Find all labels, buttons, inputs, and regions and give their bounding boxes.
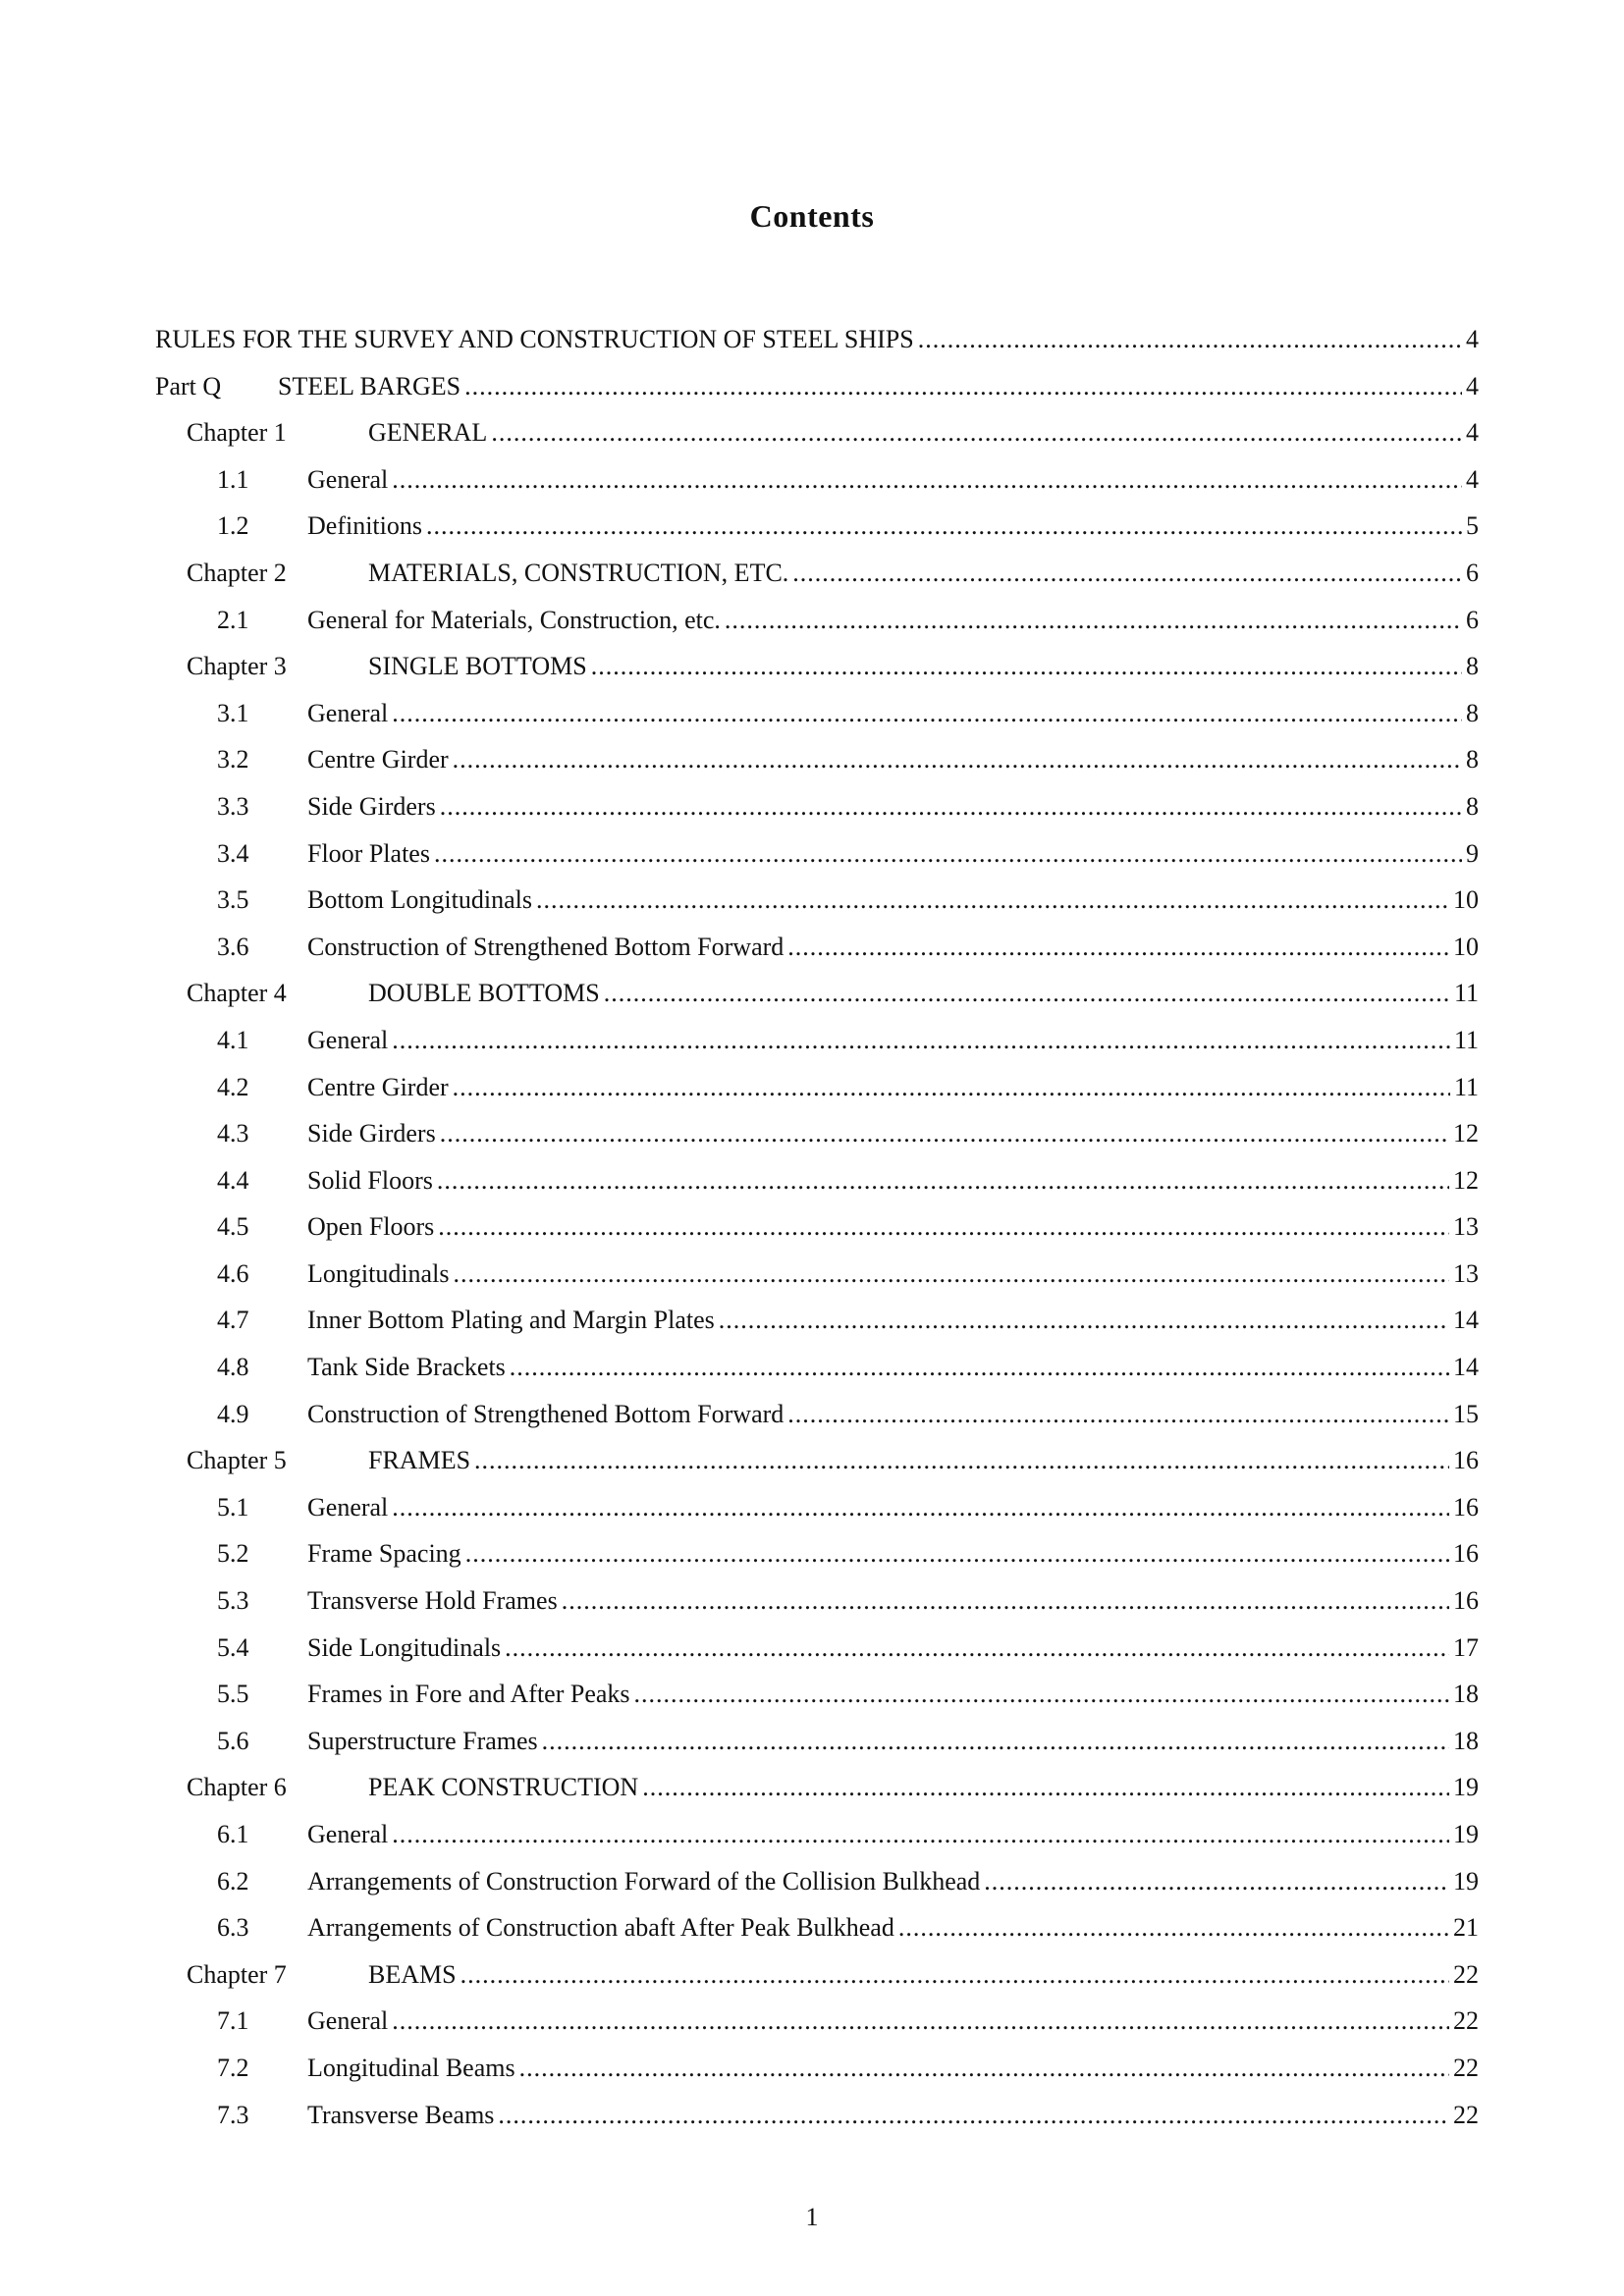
dot-leader bbox=[465, 1530, 1449, 1577]
toc-entry-title: PEAK CONSTRUCTION bbox=[368, 1773, 639, 1802]
toc-entry[interactable] bbox=[155, 1297, 1479, 1344]
toc-entry-number: Chapter 6 bbox=[187, 1773, 287, 1802]
toc-entry-number: 4.7 bbox=[217, 1306, 249, 1335]
dot-leader bbox=[440, 783, 1462, 830]
dot-leader bbox=[642, 1764, 1449, 1811]
toc-entry[interactable] bbox=[155, 1344, 1479, 1391]
toc-entry-number: 4.8 bbox=[217, 1353, 249, 1382]
toc-entry-page: 8 bbox=[1466, 745, 1479, 774]
dot-leader bbox=[392, 1484, 1449, 1531]
toc-entry-number: 4.3 bbox=[217, 1119, 249, 1148]
toc-entry[interactable] bbox=[155, 1625, 1479, 1672]
toc-entry-number: Chapter 1 bbox=[187, 418, 287, 448]
toc-entry[interactable] bbox=[155, 1110, 1479, 1157]
toc-entry-title: Side Girders bbox=[307, 1119, 436, 1148]
toc-entry[interactable] bbox=[155, 1437, 1479, 1484]
toc-entry[interactable] bbox=[155, 877, 1479, 924]
page-number: 1 bbox=[805, 2203, 819, 2231]
dot-leader bbox=[984, 1858, 1449, 1905]
toc-entry-number: 6.2 bbox=[217, 1866, 249, 1896]
dot-leader bbox=[634, 1671, 1449, 1718]
toc-entry-number: 4.1 bbox=[217, 1025, 249, 1054]
dot-leader bbox=[591, 643, 1462, 690]
toc-entry-number: 3.1 bbox=[217, 698, 249, 727]
toc-entry[interactable] bbox=[155, 924, 1479, 971]
toc-entry-title: General bbox=[307, 464, 389, 494]
dot-leader bbox=[719, 1297, 1449, 1344]
toc-entry-page: 10 bbox=[1453, 932, 1479, 961]
toc-entry-title: Floor Plates bbox=[307, 838, 430, 868]
toc-entry[interactable] bbox=[155, 2092, 1479, 2139]
toc-entry-page: 11 bbox=[1453, 1025, 1479, 1054]
toc-entry-number: 3.2 bbox=[217, 745, 249, 774]
toc-entry-title: Transverse Hold Frames bbox=[307, 1586, 558, 1616]
toc-entry-page: 11 bbox=[1453, 1072, 1479, 1101]
toc-entry-number: 5.3 bbox=[217, 1586, 249, 1616]
toc-entry-number: 1.1 bbox=[217, 464, 249, 494]
dot-leader bbox=[491, 409, 1462, 456]
toc-entry-number: 5.1 bbox=[217, 1492, 249, 1522]
toc-entry-title: General bbox=[307, 2006, 389, 2036]
dot-leader bbox=[898, 1904, 1449, 1951]
toc-entry-title: FRAMES bbox=[368, 1446, 471, 1475]
toc-entry-title: Open Floors bbox=[307, 1212, 435, 1242]
toc-entry-title: General bbox=[307, 698, 389, 727]
toc-entry-page: 13 bbox=[1453, 1212, 1479, 1242]
toc-entry-number: 6.1 bbox=[217, 1820, 249, 1848]
toc-entry[interactable] bbox=[155, 1904, 1479, 1951]
dot-leader bbox=[474, 1437, 1449, 1484]
toc-entry-number: 3.5 bbox=[217, 885, 249, 915]
dot-leader bbox=[562, 1577, 1449, 1625]
toc-entry-page: 19 bbox=[1453, 1773, 1479, 1802]
toc-entry[interactable] bbox=[155, 316, 1479, 363]
toc-entry-page: 6 bbox=[1466, 558, 1479, 587]
toc-entry[interactable] bbox=[155, 1951, 1479, 1999]
toc-entry-page: 19 bbox=[1453, 1820, 1479, 1848]
toc-entry-page: 16 bbox=[1453, 1586, 1479, 1616]
toc-entry-title: General for Materials, Construction, etc. bbox=[307, 605, 721, 634]
toc-entry[interactable] bbox=[155, 970, 1479, 1017]
toc-entry-title: Construction of Strengthened Bottom Forward bbox=[307, 932, 785, 961]
toc-entry-title: Centre Girder bbox=[307, 745, 449, 774]
toc-entry-page: 16 bbox=[1453, 1446, 1479, 1475]
toc-entry-page: 15 bbox=[1453, 1399, 1479, 1428]
toc-entry-number: 2.1 bbox=[217, 605, 249, 634]
toc-entry[interactable] bbox=[155, 1203, 1479, 1251]
page-title: Contents bbox=[749, 198, 875, 234]
toc-entry-title: STEEL BARGES bbox=[278, 371, 461, 400]
dot-leader bbox=[787, 1391, 1449, 1438]
toc-entry-page: 19 bbox=[1453, 1866, 1479, 1896]
dot-leader bbox=[392, 1017, 1450, 1064]
toc-entry[interactable] bbox=[155, 456, 1479, 504]
toc-entry-page: 5 bbox=[1466, 511, 1479, 541]
dot-leader bbox=[536, 877, 1449, 924]
toc-entry-number: 4.9 bbox=[217, 1399, 249, 1428]
toc-entry[interactable] bbox=[155, 783, 1479, 830]
dot-leader bbox=[510, 1344, 1449, 1391]
toc-entry[interactable] bbox=[155, 690, 1479, 737]
dot-leader bbox=[440, 1110, 1449, 1157]
dot-leader bbox=[787, 924, 1449, 971]
toc-entry-page: 12 bbox=[1453, 1119, 1479, 1148]
toc-entry-page: 4 bbox=[1466, 325, 1479, 353]
toc-entry-page: 4 bbox=[1466, 418, 1479, 448]
toc-entry[interactable] bbox=[155, 1157, 1479, 1204]
dot-leader bbox=[434, 830, 1462, 878]
toc-entry-title: Side Longitudinals bbox=[307, 1632, 502, 1662]
toc-entry-title: Superstructure Frames bbox=[307, 1726, 538, 1755]
toc-entry[interactable] bbox=[155, 643, 1479, 690]
toc-entry-title: General bbox=[307, 1492, 389, 1522]
toc-entry[interactable] bbox=[155, 597, 1479, 644]
toc-entry-page: 18 bbox=[1453, 1680, 1479, 1709]
toc-entry-number: Chapter 7 bbox=[187, 1959, 287, 1989]
toc-entry-page: 8 bbox=[1466, 791, 1479, 821]
toc-entry-page: 4 bbox=[1466, 371, 1479, 400]
toc-entry[interactable] bbox=[155, 1998, 1479, 2045]
toc-entry-number: 5.4 bbox=[217, 1632, 249, 1662]
toc-entry[interactable] bbox=[155, 1017, 1479, 1064]
dot-leader bbox=[519, 2045, 1449, 2092]
dot-leader bbox=[426, 503, 1462, 550]
toc-entry-page: 4 bbox=[1466, 464, 1479, 494]
dot-leader bbox=[792, 550, 1462, 597]
toc-entry[interactable] bbox=[155, 1577, 1479, 1625]
toc-entry-page: 10 bbox=[1453, 885, 1479, 915]
toc-entry-title: MATERIALS, CONSTRUCTION, ETC. bbox=[368, 558, 789, 587]
toc-entry-number: 5.2 bbox=[217, 1539, 249, 1569]
toc-entry-number: 5.6 bbox=[217, 1726, 249, 1755]
toc-entry-number: 3.3 bbox=[217, 791, 249, 821]
toc-entry-page: 14 bbox=[1453, 1306, 1479, 1335]
toc-entry-number: Part Q bbox=[155, 371, 222, 400]
toc-entry-number: 7.2 bbox=[217, 2053, 249, 2082]
toc-entry[interactable] bbox=[155, 1764, 1479, 1811]
toc-entry-page: 21 bbox=[1453, 1913, 1479, 1943]
dot-leader bbox=[453, 736, 1462, 783]
toc-entry[interactable] bbox=[155, 1718, 1479, 1765]
toc-entry-number: 3.6 bbox=[217, 932, 249, 961]
toc-entry[interactable] bbox=[155, 1530, 1479, 1577]
dot-leader bbox=[392, 456, 1462, 504]
toc-entry[interactable] bbox=[155, 736, 1479, 783]
toc-entry-number: Chapter 5 bbox=[187, 1446, 287, 1475]
toc-entry-page: 22 bbox=[1453, 2053, 1479, 2082]
toc-entry-title: Bottom Longitudinals bbox=[307, 885, 532, 915]
dot-leader bbox=[453, 1251, 1449, 1298]
toc-entry-title: Definitions bbox=[307, 511, 422, 541]
toc-entry-page: 22 bbox=[1453, 2006, 1479, 2036]
toc-entry-title: Inner Bottom Plating and Margin Plates bbox=[307, 1306, 715, 1335]
toc-entry-title: Centre Girder bbox=[307, 1072, 449, 1101]
dot-leader bbox=[437, 1157, 1449, 1204]
dot-leader bbox=[438, 1203, 1449, 1251]
toc-entry-title: Transverse Beams bbox=[307, 2100, 495, 2129]
toc-entry-number: Chapter 2 bbox=[187, 558, 287, 587]
toc-entry-title: BEAMS bbox=[368, 1959, 457, 1989]
toc-entry-title: Frame Spacing bbox=[307, 1539, 461, 1569]
toc-entry-page: 22 bbox=[1453, 1959, 1479, 1989]
toc-entry-title: Frames in Fore and After Peaks bbox=[307, 1680, 630, 1709]
dot-leader bbox=[498, 2092, 1449, 2139]
toc-entry-title: Solid Floors bbox=[307, 1165, 433, 1195]
toc-entry-title: DOUBLE BOTTOMS bbox=[368, 979, 600, 1008]
table-of-contents bbox=[155, 316, 1479, 2138]
toc-entry-title: Longitudinals bbox=[307, 1258, 450, 1288]
toc-entry-page: 18 bbox=[1453, 1726, 1479, 1755]
toc-entry[interactable] bbox=[155, 1251, 1479, 1298]
toc-entry-number: 6.3 bbox=[217, 1913, 249, 1943]
toc-entry[interactable] bbox=[155, 1391, 1479, 1438]
toc-entry-title: Longitudinal Beams bbox=[307, 2053, 515, 2082]
toc-entry-page: 17 bbox=[1453, 1632, 1479, 1662]
dot-leader bbox=[604, 970, 1450, 1017]
dot-leader bbox=[392, 1811, 1449, 1858]
toc-entry-page: 6 bbox=[1466, 605, 1479, 634]
toc-entry-title: SINGLE BOTTOMS bbox=[368, 652, 587, 681]
dot-leader bbox=[464, 363, 1462, 410]
toc-entry-page: 11 bbox=[1453, 979, 1479, 1008]
toc-entry-number: Chapter 3 bbox=[187, 652, 287, 681]
toc-entry-number: 1.2 bbox=[217, 511, 249, 541]
toc-entry-title: Tank Side Brackets bbox=[307, 1353, 506, 1382]
toc-entry-title: Arrangements of Construction Forward of the Collision Bulkhead bbox=[307, 1866, 981, 1896]
toc-entry-page: 9 bbox=[1466, 838, 1479, 868]
toc-entry-page: 13 bbox=[1453, 1258, 1479, 1288]
toc-entry-page: 8 bbox=[1466, 698, 1479, 727]
toc-entry-number: 3.4 bbox=[217, 838, 249, 868]
toc-entry-number: 7.1 bbox=[217, 2006, 249, 2036]
dot-leader bbox=[392, 690, 1462, 737]
toc-entry-title: Arrangements of Construction abaft After Peak Bulkhead bbox=[307, 1913, 894, 1943]
toc-entry[interactable] bbox=[155, 1811, 1479, 1858]
toc-entry[interactable] bbox=[155, 1858, 1479, 1905]
toc-entry-number: 4.6 bbox=[217, 1258, 249, 1288]
toc-entry-title: Side Girders bbox=[307, 791, 436, 821]
toc-entry-title: Construction of Strengthened Bottom Forward bbox=[307, 1399, 785, 1428]
toc-entry[interactable] bbox=[155, 1484, 1479, 1531]
toc-entry-page: 22 bbox=[1453, 2100, 1479, 2129]
toc-entry-page: 12 bbox=[1453, 1165, 1479, 1195]
toc-entry[interactable] bbox=[155, 503, 1479, 550]
toc-entry[interactable] bbox=[155, 363, 1479, 410]
toc-entry[interactable] bbox=[155, 1671, 1479, 1718]
toc-entry-number: Chapter 4 bbox=[187, 979, 287, 1008]
toc-entry-page: 8 bbox=[1466, 652, 1479, 681]
toc-entry-number: 7.3 bbox=[217, 2100, 249, 2129]
dot-leader bbox=[460, 1951, 1449, 1999]
toc-entry-number: 5.5 bbox=[217, 1680, 249, 1709]
toc-entry[interactable] bbox=[155, 550, 1479, 597]
toc-entry[interactable] bbox=[155, 2045, 1479, 2092]
toc-entry-title: General bbox=[307, 1025, 389, 1054]
toc-entry-page: 16 bbox=[1453, 1492, 1479, 1522]
dot-leader bbox=[725, 597, 1462, 644]
toc-entry[interactable] bbox=[155, 1064, 1479, 1111]
toc-entry-page: 14 bbox=[1453, 1353, 1479, 1382]
toc-entry-title: General bbox=[307, 1820, 389, 1848]
toc-entry-number: 4.2 bbox=[217, 1072, 249, 1101]
toc-entry-title: GENERAL bbox=[368, 418, 488, 448]
toc-entry-number: 4.5 bbox=[217, 1212, 249, 1242]
dot-leader bbox=[392, 1998, 1449, 2045]
dot-leader bbox=[918, 316, 1462, 363]
toc-entry[interactable] bbox=[155, 830, 1479, 878]
toc-entry[interactable] bbox=[155, 409, 1479, 456]
dot-leader bbox=[453, 1064, 1450, 1111]
dot-leader bbox=[542, 1718, 1449, 1765]
toc-entry-title: RULES FOR THE SURVEY AND CONSTRUCTION OF STEEL SHIPS bbox=[155, 325, 914, 353]
dot-leader bbox=[505, 1625, 1449, 1672]
toc-entry-number: 4.4 bbox=[217, 1165, 249, 1195]
toc-entry-page: 16 bbox=[1453, 1539, 1479, 1569]
